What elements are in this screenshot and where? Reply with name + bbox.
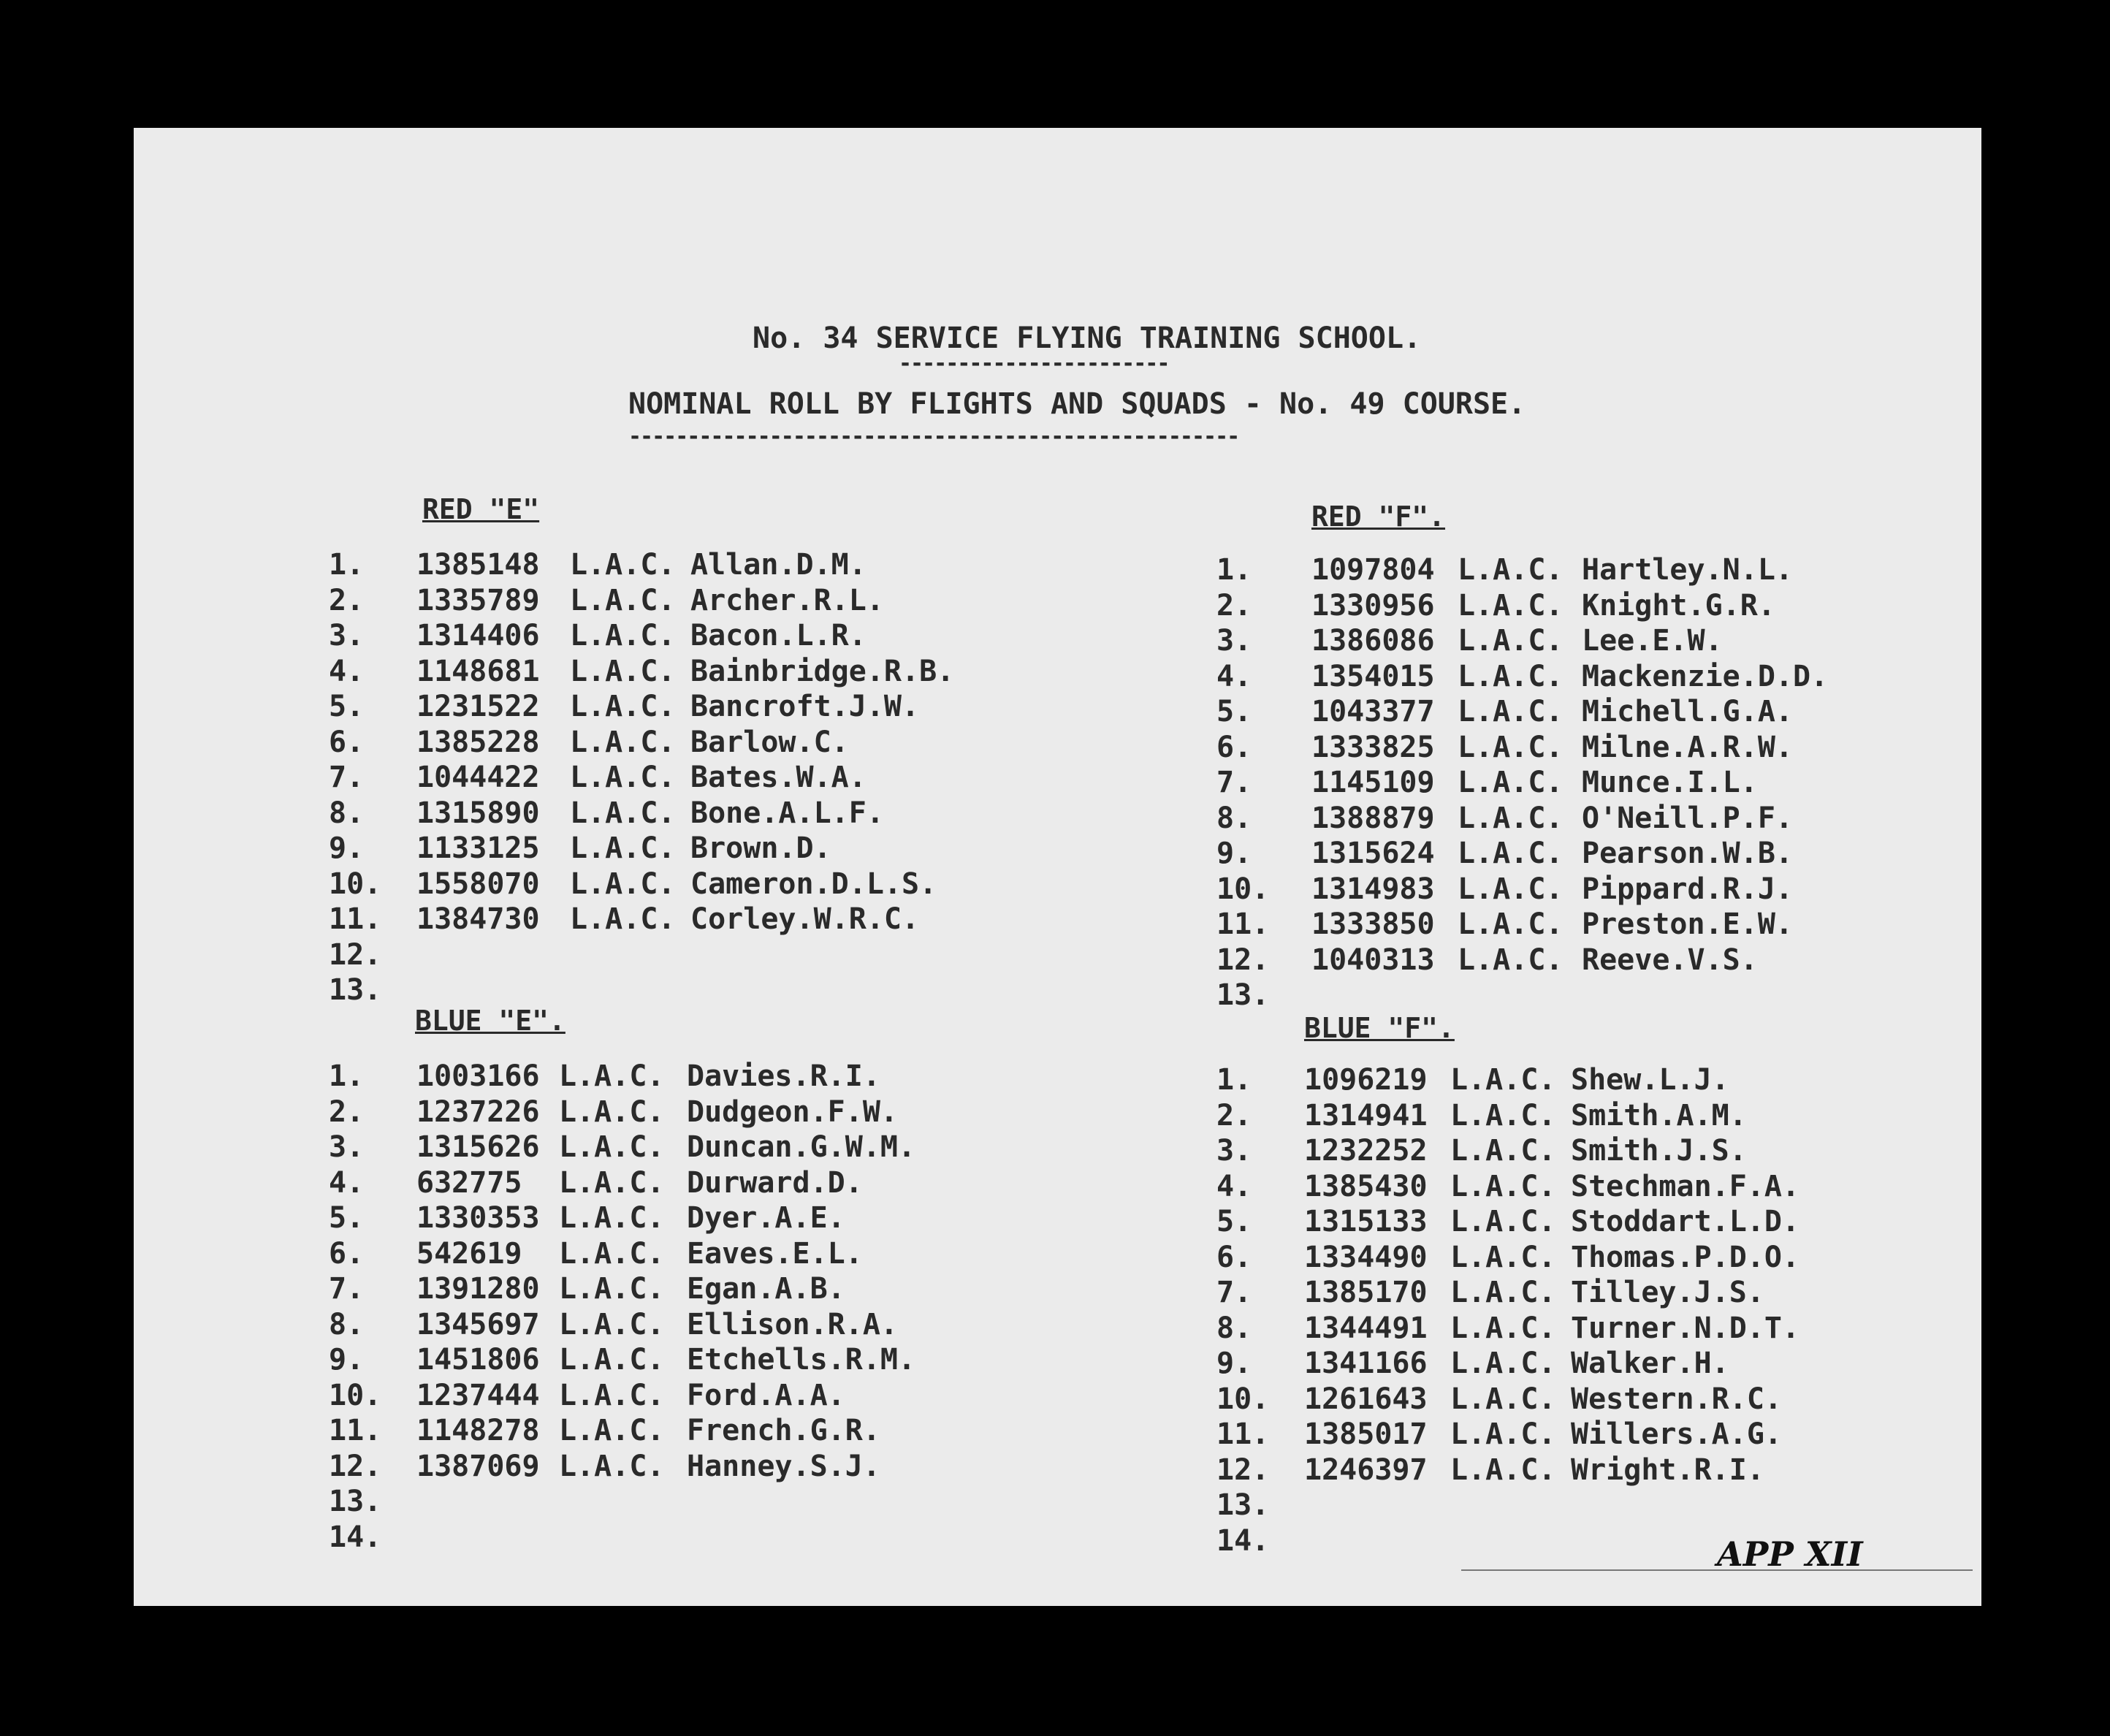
roll-row [1216,1276,1947,1311]
airman-name: Duncan.G.W.M. [687,1130,916,1164]
roll-row [1216,1347,1947,1382]
service-number: 1096219 [1304,1063,1428,1097]
row-number: 2. [329,1094,365,1129]
airman-name: Pippard.R.J. [1582,872,1793,906]
airman-name: Hartley.N.L. [1582,553,1793,587]
roll-row [1216,766,1947,801]
row-number: 2. [329,583,365,617]
rank: L.A.C. [1458,801,1564,835]
roll-row [329,726,1059,761]
row-number: 1. [1216,1063,1252,1097]
row-number: 9. [1216,837,1252,870]
airman-name: Dyer.A.E. [687,1201,845,1235]
rank: L.A.C. [1458,730,1564,764]
airman-name: Michell.G.A. [1582,695,1793,728]
roll-row [329,1414,1059,1449]
row-number: 5. [1216,695,1252,728]
document-title: No. 34 SERVICE FLYING TRAINING SCHOOL. [753,321,1422,355]
service-number: 1330956 [1311,588,1435,623]
row-number: 6. [329,725,365,759]
rank: L.A.C. [559,1449,665,1483]
service-number: 1341166 [1304,1347,1428,1380]
roll-row [329,548,1059,583]
roll-row [1216,1170,1947,1205]
rank: L.A.C. [1450,1382,1556,1416]
airman-name: Willers.A.G. [1571,1417,1782,1451]
airman-name: Allan.D.M. [690,548,867,582]
service-number: 1384730 [416,902,540,936]
service-number: 1333825 [1311,730,1435,764]
roll-row [329,655,1059,690]
rank: L.A.C. [1450,1417,1556,1451]
airman-name: Ellison.R.A. [687,1307,898,1341]
airman-name: Cameron.D.L.S. [690,867,937,901]
row-number: 6. [1216,730,1252,764]
row-number: 6. [1216,1240,1252,1274]
roll-row [1216,802,1947,837]
row-number: 3. [1216,624,1252,658]
row-number: 10. [1216,872,1270,906]
rank: L.A.C. [570,654,676,688]
roll-row [1216,943,1947,978]
service-number: 1040313 [1311,943,1435,977]
airman-name: Turner.N.D.T. [1571,1311,1800,1345]
rank: L.A.C. [559,1201,665,1235]
rank: L.A.C. [559,1343,665,1377]
roll-row [329,1343,1059,1378]
airman-name: French.G.R. [687,1414,880,1447]
row-number: 5. [329,690,365,723]
service-number: 1231522 [416,690,540,723]
roll-row [1216,1488,1947,1523]
service-number: 1330353 [416,1201,540,1235]
row-number: 10. [1216,1382,1270,1416]
service-number: 1003166 [416,1059,540,1093]
row-number: 7. [1216,766,1252,799]
roll-row [329,1485,1059,1520]
airman-name: Tilley.J.S. [1571,1276,1764,1309]
row-number: 9. [329,1343,365,1377]
roll-row [329,1059,1059,1094]
service-number: 1237444 [416,1378,540,1412]
row-number: 13. [329,973,382,1007]
rank: L.A.C. [1450,1169,1556,1203]
roll-row [329,796,1059,831]
row-number: 4. [1216,1169,1252,1203]
squad-heading: RED "F". [1311,500,1446,533]
roll-row [1216,660,1947,695]
row-number: 9. [329,831,365,865]
squad-heading: RED "E" [422,493,540,525]
service-number: 1385148 [416,548,540,582]
row-number: 12. [329,1449,382,1483]
roll-row [1216,731,1947,766]
roll-row [1216,1417,1947,1453]
service-number: 1451806 [416,1343,540,1377]
row-number: 3. [329,1130,365,1164]
roll-row [329,1272,1059,1307]
roll-row [1216,1134,1947,1169]
row-number: 12. [1216,1453,1270,1487]
airman-name: Egan.A.B. [687,1272,845,1306]
service-number: 1314941 [1304,1098,1428,1132]
airman-name: O'Neill.P.F. [1582,801,1793,835]
service-number: 1315133 [1304,1205,1428,1238]
roll-row [329,761,1059,796]
airman-name: Smith.J.S. [1571,1134,1747,1168]
row-number: 4. [1216,659,1252,693]
rank: L.A.C. [559,1130,665,1164]
roll-row [1216,1453,1947,1488]
row-number: 11. [329,1414,382,1447]
row-number: 1. [329,1059,365,1093]
row-number: 7. [329,1272,365,1306]
roll-row [1216,1241,1947,1276]
airman-name: Munce.I.L. [1582,766,1758,799]
service-number: 1148278 [416,1414,540,1447]
squad-heading: BLUE "F". [1304,1012,1455,1044]
row-number: 10. [329,867,382,901]
roll-row [329,584,1059,619]
row-number: 12. [1216,943,1270,977]
roll-row [1216,1099,1947,1134]
service-number: 632775 [416,1165,522,1200]
subtitle-underline: ---------------------------------------------------- [628,424,1239,449]
service-number: 1333850 [1311,907,1435,941]
airman-name: Stoddart.L.D. [1571,1205,1800,1238]
row-number: 9. [1216,1347,1252,1380]
airman-name: Ford.A.A. [687,1378,845,1412]
roll-row [1216,978,1947,1013]
roll-row [329,1237,1059,1272]
roll-row [1216,624,1947,659]
rank: L.A.C. [1458,659,1564,693]
roll-row [1216,907,1947,943]
airman-name: Corley.W.R.C. [690,902,920,936]
rank: L.A.C. [1458,766,1564,799]
airman-name: Lee.E.W. [1582,624,1723,658]
row-number: 8. [329,796,365,830]
roll-row [329,1379,1059,1414]
service-number: 1385017 [1304,1417,1428,1451]
service-number: 1386086 [1311,624,1435,658]
row-number: 5. [1216,1205,1252,1238]
rank: L.A.C. [1450,1240,1556,1274]
appendix-annotation: APP XII [1717,1534,1863,1574]
roll-row [329,690,1059,725]
roll-row [329,1201,1059,1236]
service-number: 1315890 [416,796,540,830]
rank: L.A.C. [559,1236,665,1271]
airman-name: Bone.A.L.F. [690,796,884,830]
service-number: 1391280 [416,1272,540,1306]
service-number: 1385170 [1304,1276,1428,1309]
row-number: 8. [1216,801,1252,835]
service-number: 1314406 [416,619,540,652]
roll-row [329,1095,1059,1130]
roll-row [1216,553,1947,588]
rank: L.A.C. [559,1307,665,1341]
rank: L.A.C. [1450,1134,1556,1168]
airman-name: Stechman.F.A. [1571,1169,1800,1203]
row-number: 11. [1216,907,1270,941]
service-number: 1237226 [416,1094,540,1129]
rank: L.A.C. [1450,1098,1556,1132]
service-number: 1558070 [416,867,540,901]
row-number: 13. [329,1485,382,1518]
service-number: 1345697 [416,1307,540,1341]
airman-name: Pearson.W.B. [1582,837,1793,870]
roll-row [329,1166,1059,1201]
row-number: 14. [1216,1523,1270,1558]
rank: L.A.C. [570,761,676,794]
service-number: 1334490 [1304,1240,1428,1274]
row-number: 3. [1216,1134,1252,1168]
airman-name: Reeve.V.S. [1582,943,1758,977]
airman-name: Etchells.R.M. [687,1343,916,1377]
roll-row [329,938,1059,973]
service-number: 1315624 [1311,837,1435,870]
service-number: 1344491 [1304,1311,1428,1345]
airman-name: Bainbridge.R.B. [690,654,955,688]
rank: L.A.C. [570,796,676,830]
row-number: 7. [329,761,365,794]
airman-name: Milne.A.R.W. [1582,730,1793,764]
airman-name: Bacon.L.R. [690,619,867,652]
rank: L.A.C. [1458,588,1564,623]
rank: L.A.C. [570,548,676,582]
rank: L.A.C. [1450,1063,1556,1097]
row-number: 8. [1216,1311,1252,1345]
airman-name: Preston.E.W. [1582,907,1793,941]
title-underline: ----------------------- [899,351,1169,376]
rank: L.A.C. [1458,695,1564,728]
row-number: 8. [329,1307,365,1341]
row-number: 5. [329,1201,365,1235]
rank: L.A.C. [559,1414,665,1447]
airman-name: Eaves.E.L. [687,1236,863,1271]
roll-row [1216,695,1947,730]
airman-name: Shew.L.J. [1571,1063,1729,1097]
row-number: 1. [1216,553,1252,587]
airman-name: Durward.D. [687,1165,863,1200]
roll-row [329,1450,1059,1485]
service-number: 1148681 [416,654,540,688]
rank: L.A.C. [559,1165,665,1200]
rank: L.A.C. [570,690,676,723]
row-number: 11. [1216,1417,1270,1451]
airman-name: Wright.R.I. [1571,1453,1764,1487]
roll-row [1216,1311,1947,1347]
service-number: 1044422 [416,761,540,794]
service-number: 1261643 [1304,1382,1428,1416]
rank: L.A.C. [559,1094,665,1129]
rank: L.A.C. [1458,837,1564,870]
rank: L.A.C. [1450,1276,1556,1309]
row-number: 13. [1216,978,1270,1012]
roll-row [1216,837,1947,872]
service-number: 1387069 [416,1449,540,1483]
airman-name: Dudgeon.F.W. [687,1094,898,1129]
row-number: 13. [1216,1488,1270,1522]
roll-row [1216,1063,1947,1098]
rank: L.A.C. [1458,872,1564,906]
rank: L.A.C. [559,1378,665,1412]
airman-name: Smith.A.M. [1571,1098,1747,1132]
rank: L.A.C. [1458,907,1564,941]
service-number: 1043377 [1311,695,1435,728]
roll-row [1216,589,1947,624]
service-number: 1335789 [416,583,540,617]
rank: L.A.C. [559,1272,665,1306]
roll-row [329,973,1059,1008]
row-number: 14. [329,1520,382,1554]
squad-heading: BLUE "E". [415,1005,565,1037]
service-number: 1246397 [1304,1453,1428,1487]
rank: L.A.C. [570,867,676,901]
rank: L.A.C. [1450,1205,1556,1238]
document-subtitle: NOMINAL ROLL BY FLIGHTS AND SQUADS - No. 49 COURSE. [628,387,1526,421]
airman-name: Barlow.C. [690,725,849,759]
row-number: 3. [329,619,365,652]
roll-row [1216,1382,1947,1417]
service-number: 1232252 [1304,1134,1428,1168]
airman-name: Davies.R.I. [687,1059,880,1093]
rank: L.A.C. [570,831,676,865]
airman-name: Mackenzie.D.D. [1582,659,1829,693]
service-number: 542619 [416,1236,522,1271]
roll-row [1216,1205,1947,1240]
airman-name: Western.R.C. [1571,1382,1782,1416]
rank: L.A.C. [570,902,676,936]
rank: L.A.C. [1450,1311,1556,1345]
roll-row [329,867,1059,902]
service-number: 1133125 [416,831,540,865]
airman-name: Bates.W.A. [690,761,867,794]
rank: L.A.C. [1458,624,1564,658]
row-number: 2. [1216,588,1252,623]
airman-name: Hanney.S.J. [687,1449,880,1483]
airman-name: Bancroft.J.W. [690,690,920,723]
roll-row [329,1520,1059,1556]
roll-row [329,1130,1059,1165]
rank: L.A.C. [1458,553,1564,587]
rank: L.A.C. [570,619,676,652]
row-number: 1. [329,548,365,582]
row-number: 7. [1216,1276,1252,1309]
service-number: 1315626 [416,1130,540,1164]
airman-name: Knight.G.R. [1582,588,1775,623]
rank: L.A.C. [1450,1347,1556,1380]
rank: L.A.C. [1450,1453,1556,1487]
rank: L.A.C. [559,1059,665,1093]
service-number: 1097804 [1311,553,1435,587]
service-number: 1354015 [1311,659,1435,693]
row-number: 12. [329,937,382,972]
roll-row [1216,872,1947,907]
service-number: 1385228 [416,725,540,759]
roll-row [329,831,1059,867]
roll-row [329,619,1059,654]
service-number: 1385430 [1304,1169,1428,1203]
row-number: 2. [1216,1098,1252,1132]
row-number: 11. [329,902,382,936]
airman-name: Walker.H. [1571,1347,1729,1380]
airman-name: Brown.D. [690,831,831,865]
roll-row [329,902,1059,937]
rank: L.A.C. [570,725,676,759]
row-number: 6. [329,1236,365,1271]
rank: L.A.C. [570,583,676,617]
service-number: 1388879 [1311,801,1435,835]
service-number: 1314983 [1311,872,1435,906]
row-number: 4. [329,1165,365,1200]
airman-name: Archer.R.L. [690,583,884,617]
service-number: 1145109 [1311,766,1435,799]
roll-row [329,1308,1059,1343]
row-number: 10. [329,1378,382,1412]
airman-name: Thomas.P.D.O. [1571,1240,1800,1274]
row-number: 4. [329,654,365,688]
rank: L.A.C. [1458,943,1564,977]
